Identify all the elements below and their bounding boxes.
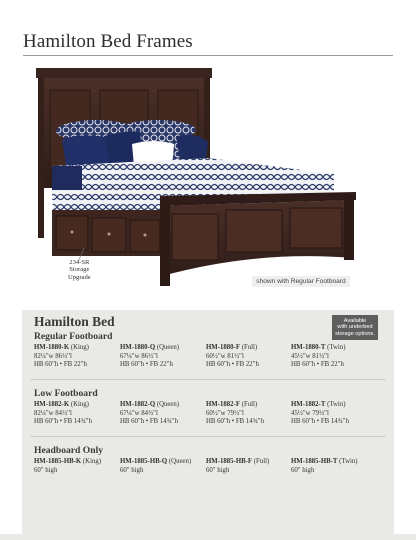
sku-item (120, 344, 179, 370)
title-rule (23, 55, 393, 56)
sku-item (34, 344, 89, 370)
sku-dims: 45½"w 79½"l (291, 409, 329, 417)
sku-id: HM-1882-T (291, 401, 326, 408)
sku-size: (Full) (241, 344, 258, 351)
sku-heights: HB 60"h • FB 14¾"h (291, 418, 349, 426)
sku-item (291, 344, 345, 370)
sku-id: HM-1885-HB-K (34, 458, 82, 465)
title-bold: Bed Frames (100, 31, 193, 52)
sku-dims: 60½"w 79½"l (206, 409, 244, 417)
model-name: Hamilton Bed (34, 314, 115, 329)
sku-dims: 67¼"w 86½"l (120, 352, 158, 360)
sku-id: HM-1882-F (206, 401, 240, 408)
sku-dims: 60½"w 81½"l (206, 352, 244, 360)
sku-item (120, 458, 191, 475)
sku-dims: 60" high (34, 466, 58, 474)
badge-line: with underbed (337, 324, 373, 331)
sku-dims: 45½"w 81½"l (291, 352, 329, 360)
sku-item (34, 458, 101, 475)
sku-heights: HB 60"h • FB 22"h (34, 361, 87, 369)
sku-dims: 60" high (291, 466, 315, 474)
sku-id: HM-1882-K (34, 401, 70, 408)
sku-size: (Queen) (168, 458, 192, 465)
sku-id: HM-1880-K (34, 344, 70, 351)
sku-size: (King) (70, 344, 89, 351)
sku-size: (Twin) (327, 344, 346, 351)
sku-dims: 82¼"w 86½"l (34, 352, 72, 360)
photo-caption: shown with Regular Footboard (252, 276, 350, 287)
sku-size: (Twin) (327, 401, 346, 408)
storage-badge (332, 315, 378, 340)
sku-size: (Full) (253, 458, 270, 465)
section-heading: Low Footboard (34, 388, 98, 399)
badge-line: storage options. (335, 330, 375, 337)
sku-id: HM-1885-HB-T (291, 458, 338, 465)
spec-panel (22, 310, 394, 540)
section-heading: Headboard Only (34, 445, 104, 456)
title-plain: Hamilton (23, 31, 96, 52)
sku-size: (King) (82, 458, 102, 465)
bed-photo (22, 62, 394, 292)
sku-size: (Twin) (339, 458, 358, 465)
sku-id: HM-1882-Q (120, 401, 156, 408)
sku-item (206, 401, 264, 427)
sku-id: HM-1880-F (206, 344, 240, 351)
sku-dims: 60" high (206, 466, 230, 474)
callout-line: Upgrade (68, 273, 91, 281)
badge-line: Available (343, 317, 367, 324)
sku-item (206, 344, 259, 370)
sku-item (206, 458, 269, 475)
bottom-band (0, 534, 416, 540)
headboard (36, 68, 212, 78)
sku-item (120, 401, 179, 427)
callout-line: 234-SR (69, 259, 90, 266)
sku-heights: HB 60"h • FB 14¾"h (120, 418, 178, 426)
storage-upgrade-callout (68, 259, 91, 281)
sku-id: HM-1885-HB-Q (120, 458, 168, 465)
sku-id: HM-1885-HB-F (206, 458, 253, 465)
sku-dims: 67¼"w 84½"l (120, 409, 158, 417)
sku-heights: HB 60"h • FB 22"h (206, 361, 259, 369)
sku-size: (Queen) (156, 344, 180, 351)
sku-heights: HB 60"h • FB 22"h (291, 361, 344, 369)
sku-heights: HB 60"h • FB 14¾"h (206, 418, 264, 426)
section-heading: Regular Footboard (34, 331, 113, 342)
sku-size: (Queen) (156, 401, 180, 408)
sku-item (291, 458, 358, 475)
sku-item (291, 401, 349, 427)
page-title (23, 31, 193, 53)
sku-dims: 82¼"w 84½"l (34, 409, 72, 417)
sku-dims: 60" high (120, 466, 144, 474)
sku-item (34, 401, 92, 427)
sku-id: HM-1880-Q (120, 344, 156, 351)
sku-heights: HB 60"h • FB 22"h (120, 361, 173, 369)
sku-size: (King) (70, 401, 89, 408)
section-divider (30, 379, 386, 380)
sku-id: HM-1880-T (291, 344, 326, 351)
sku-size: (Full) (241, 401, 258, 408)
sku-heights: HB 60"h • FB 14¾"h (34, 418, 92, 426)
callout-line: Storage (69, 266, 90, 274)
section-divider (30, 436, 386, 437)
